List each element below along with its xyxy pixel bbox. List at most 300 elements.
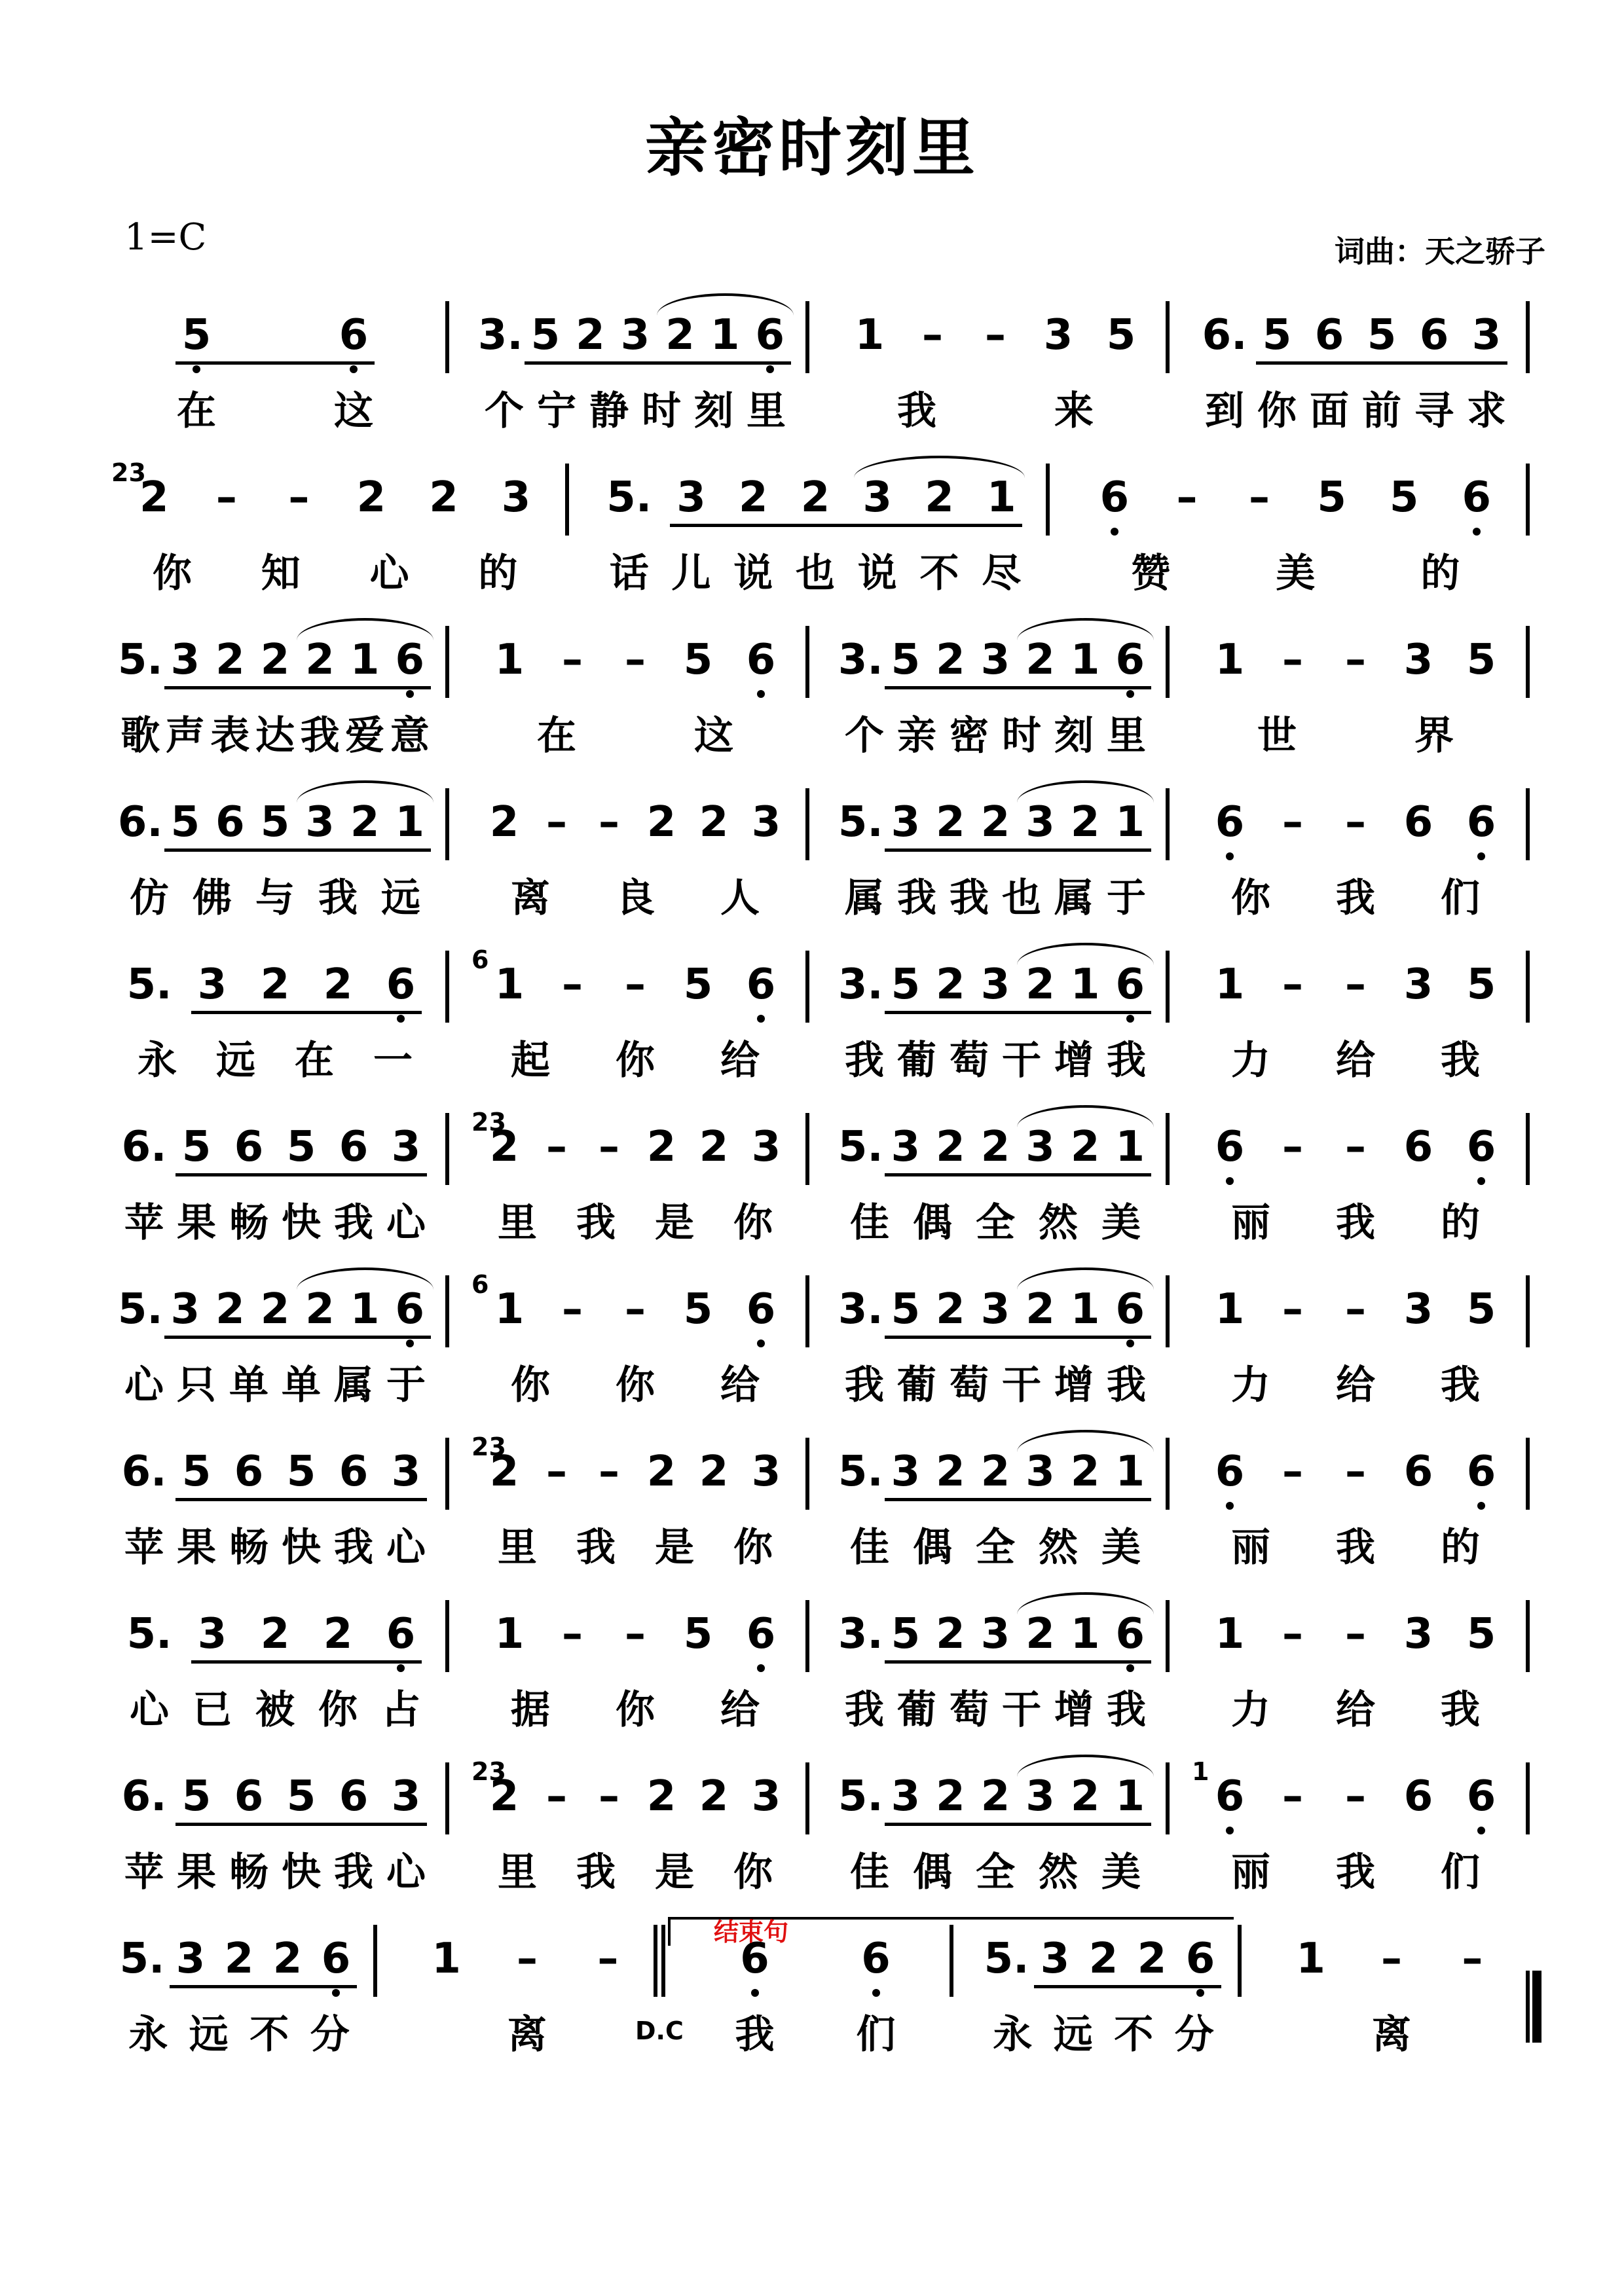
lyric-char: 给 [1336,1362,1375,1408]
octave-dot [1226,1827,1234,1834]
sustain-dash: – [1345,1610,1366,1658]
measure [1059,444,1539,608]
note: 2 [429,473,458,522]
beam-underline [1256,361,1507,365]
lyric-char: 离 [511,875,550,921]
lyric-char: 我 [845,1038,884,1084]
measure [98,1093,458,1257]
barline [1046,464,1050,536]
note: 2 [646,1772,676,1821]
note: 3 [1025,1448,1055,1496]
sustain-dash: – [1282,636,1303,684]
measure [98,769,458,932]
lyric-char: 果 [177,1525,216,1571]
lyric-char: 我 [950,875,989,921]
lyric-char: 然 [1039,1525,1078,1571]
measure [386,1905,674,2069]
slur [1017,1105,1154,1127]
note: 6 [1466,1772,1496,1821]
barline [445,951,449,1023]
lyric-char: 永 [138,1038,177,1084]
octave-dot [406,1339,414,1347]
beam-underline [885,1823,1151,1826]
octave-dot [397,1664,405,1672]
sustain-dash: – [1282,960,1303,1009]
lyric-char: 于 [386,1362,426,1408]
lyric-char: 果 [177,1200,216,1246]
lyric-char: 增 [1054,1038,1094,1084]
barline [1166,1113,1170,1185]
lyric-char: 这 [694,713,733,759]
sustain-dash: – [1345,798,1366,847]
note: 2 [260,1610,290,1658]
measure [458,1093,819,1257]
octave-dot [193,365,200,373]
beam-underline [885,1498,1151,1501]
octave-dot [1111,528,1118,536]
grace-note: 23 [111,458,146,487]
grace-note: 23 [471,1432,506,1461]
measure [1179,931,1539,1095]
score-system [0,931,1624,1095]
note: 3. [838,1285,883,1334]
beam-underline [164,848,431,852]
lyric-char: 我 [1107,1687,1146,1733]
barline [1166,626,1170,698]
note: 6 [1419,311,1449,359]
note: 1 [1215,636,1245,684]
lyric-char: 儿 [671,551,711,596]
note: 1 [1115,1448,1145,1496]
lyric-char: 属 [1054,875,1094,921]
barline [805,788,809,860]
lyric-char: 是 [655,1200,694,1246]
lyric-char: 远 [216,1038,255,1084]
lyric-char: 你 [616,1038,655,1084]
lyric-char: 你 [733,1200,773,1246]
measure [98,1256,458,1419]
measure [578,444,1058,608]
note: 5 [891,1610,921,1658]
slur [854,456,1025,478]
barline [445,1113,449,1185]
measure [1179,1580,1539,1744]
note: 1 [432,1935,461,1983]
note: 3 [980,960,1010,1009]
lyric-char: 里 [747,388,786,434]
note: 5 [1389,473,1419,522]
lyric-char: 单 [229,1362,268,1408]
measure [458,931,819,1095]
score-system [0,1580,1624,1744]
barline [1166,1600,1170,1672]
note: 6 [321,1935,351,1983]
note: 2 [1137,1935,1167,1983]
lyric-char: 来 [1054,388,1094,434]
note: 6 [339,1772,369,1821]
barline [805,1600,809,1672]
lyric-char: 的 [1441,1200,1480,1246]
note: 3 [1471,311,1502,359]
note: 3 [980,1285,1010,1334]
lyric-char: 我 [1336,1525,1375,1571]
barline [1526,1600,1530,1672]
lyric-char: 葡 [897,1687,936,1733]
note: 6 [1466,1448,1496,1496]
note: 1 [1215,960,1245,1009]
lyric-char: 我 [334,1200,373,1246]
lyric-char: 力 [1231,1362,1270,1408]
octave-dot [1126,1339,1134,1347]
sustain-dash: – [985,311,1006,359]
lyric-char: 声 [165,713,205,759]
lyric-char: 你 [1231,875,1270,921]
beam-underline [885,686,1151,689]
measure [1179,1418,1539,1582]
lyric-char: 干 [1002,1038,1041,1084]
barline [1166,951,1170,1023]
sustain-dash: – [562,636,583,684]
note: 2 [936,1448,965,1496]
barline [1166,1438,1170,1510]
measure [98,1418,458,1582]
lyric-char: 畅 [229,1850,268,1895]
lyric-char: 我 [300,713,340,759]
measure [819,769,1179,932]
note: 3 [751,1448,781,1496]
note: 5 [891,960,921,1009]
lyric-char: 在 [295,1038,334,1084]
sustain-dash: – [1282,1448,1303,1496]
lyric-char: 离 [507,2012,547,2058]
lyric-char: 永 [993,2012,1033,2058]
note: 3 [501,473,531,522]
beam-underline [885,848,1151,852]
lyric-char: 占 [381,1687,420,1733]
lyric-char: 我 [1336,875,1375,921]
lyric-char: 不 [249,2012,289,2058]
note: 3 [391,1772,421,1821]
sustain-dash: – [1282,798,1303,847]
beam-underline [164,1336,431,1339]
lyric-char: 我 [576,1525,616,1571]
lyric-char: 人 [720,875,760,921]
note: 3 [1043,311,1073,359]
note: 5 [181,1123,212,1171]
sustain-dash: – [1345,636,1366,684]
note: 2 [936,1610,965,1658]
note: 2 [980,1123,1010,1171]
lyric-char: 全 [976,1200,1015,1246]
note: 2 [936,636,965,684]
sustain-dash: – [546,798,567,847]
lyric-char: 全 [976,1525,1015,1571]
slur [1017,1755,1154,1777]
lyric-char: 我 [897,388,936,434]
sustain-dash: – [1381,1935,1402,1983]
note: 5 [1466,1285,1496,1334]
lyric-char: 我 [1336,1850,1375,1895]
lyric-char: 葡 [897,1038,936,1084]
note: 5 [286,1448,316,1496]
measure [1179,1093,1539,1257]
lyric-char: 说 [733,551,773,596]
octave-dot [350,365,358,373]
lyric-char: 离 [1372,2012,1411,2058]
lyric-char: 丽 [1231,1850,1270,1895]
barline [1526,1438,1530,1510]
note: 1 [710,311,740,359]
note: 6 [746,1285,776,1334]
barline [445,301,449,373]
beam-underline [885,1660,1151,1664]
note: 5 [891,636,921,684]
lyric-char: 表 [210,713,250,759]
lyric-char: 知 [261,551,301,596]
note: 5 [1466,960,1496,1009]
note: 6 [234,1448,264,1496]
note: 5 [286,1123,316,1171]
lyric-char: 亲 [897,713,936,759]
author-credit: 词曲：天之骄子 [1335,234,1545,269]
note: 1 [1070,960,1100,1009]
note: 2 [260,636,290,684]
note: 3 [891,1448,921,1496]
note: 5 [181,311,212,359]
octave-dot [757,1339,765,1347]
slur [657,293,794,316]
note: 3 [891,798,921,847]
lyric-char: 佳 [850,1850,889,1895]
lyric-char: 我 [1441,1362,1480,1408]
note: 1 [1115,1123,1145,1171]
lyric-char: 歌 [120,713,160,759]
lyric-char: 我 [576,1850,616,1895]
lyric-char: 赞 [1131,551,1171,596]
barline [1526,301,1530,373]
barline [805,626,809,698]
barline [1526,626,1530,698]
note: 2 [699,1448,729,1496]
lyric-char: 里 [498,1525,537,1571]
lyric-char: 你 [511,1362,550,1408]
octave-dot [1126,1015,1134,1023]
note: 1 [1115,798,1145,847]
note: 6 [339,311,369,359]
lyric-char: 佳 [850,1200,889,1246]
lyric-char: 给 [720,1687,760,1733]
grace-note: 23 [471,1757,506,1786]
sustain-dash: – [1462,1935,1483,1983]
lyric-char: 里 [498,1850,537,1895]
octave-dot [1473,528,1481,536]
note: 3 [197,1610,227,1658]
note: 2 [1070,1448,1100,1496]
measure [458,769,819,932]
note: 3 [891,1772,921,1821]
note: 5 [683,1285,713,1334]
note: 3. [838,1610,883,1658]
sustain-dash: – [562,1610,583,1658]
measure [458,1256,819,1419]
note: 3 [862,473,893,522]
slur [1017,1430,1154,1452]
note: 3 [751,798,781,847]
lyric-char: 畅 [229,1200,268,1246]
lyric-char: 刻 [694,388,733,434]
barline [445,1762,449,1834]
grace-note: 23 [471,1108,506,1137]
lyric-char: 们 [1441,875,1480,921]
final-barline [1526,1971,1541,2043]
lyric-char: 给 [720,1038,760,1084]
note: 1 [1070,1285,1100,1334]
lyric-char: 我 [1107,1038,1146,1084]
lyric-char: 我 [845,1362,884,1408]
note: 6 [1403,1448,1433,1496]
note: 2 [1088,1935,1118,1983]
beam-underline [170,1985,357,1988]
barline [661,1925,665,1997]
beam-underline [885,1173,1151,1176]
lyric-char: 分 [310,2012,350,2058]
sustain-dash: – [1345,1285,1366,1334]
note: 2 [323,960,353,1009]
note: 6 [1115,1610,1145,1658]
note: 5 [683,960,713,1009]
sustain-dash: – [599,1772,619,1821]
lyric-char: 在 [537,713,576,759]
note: 1 [494,1285,525,1334]
measure [1179,1743,1539,1906]
note: 6 [746,960,776,1009]
note: 3 [1025,1123,1055,1171]
lyric-char: 求 [1467,388,1506,434]
note: 2 [1070,798,1100,847]
measure [1179,282,1539,445]
score-system [0,1256,1624,1419]
note: 2 [980,1448,1010,1496]
barline [1166,301,1170,373]
beam-underline [175,361,375,365]
barline [1526,788,1530,860]
lyric-char: 个 [845,713,884,759]
note: 5 [530,311,561,359]
note: 6 [1403,1772,1433,1821]
lyric-char: 界 [1414,713,1454,759]
barline [805,301,809,373]
note: 3 [891,1123,921,1171]
measure [819,1743,1179,1906]
lyric-char: 属 [334,1362,373,1408]
lyric-char: 干 [1002,1362,1041,1408]
note: 6 [1215,1772,1245,1821]
note: 5 [683,1610,713,1658]
lyric-char: 被 [255,1687,295,1733]
note: 2 [925,473,954,522]
sustain-dash: – [517,1935,538,1983]
lyric-char: 美 [1101,1200,1141,1246]
note: 3 [1403,960,1433,1009]
note: 2 [272,1935,303,1983]
lyric-char: 在 [177,388,216,434]
note: 2 [936,1285,965,1334]
note: 2 [1025,1610,1055,1658]
lyric-char: 干 [1002,1687,1041,1733]
note: 3 [751,1123,781,1171]
note: 2 [936,1772,965,1821]
lyric-char: 属 [845,875,884,921]
sustain-dash: – [1345,1772,1366,1821]
note: 6. [121,1772,167,1821]
barline [805,1113,809,1185]
sustain-dash: – [625,636,646,684]
beam-underline [175,1498,427,1501]
lyric-char: 你 [733,1850,773,1895]
lyric-char: 不 [919,551,959,596]
note: 5 [1106,311,1136,359]
lyric-char: 苹 [124,1850,164,1895]
beam-underline [670,524,1022,527]
note: 2 [305,636,335,684]
note: 5. [126,1610,172,1658]
sustain-dash: – [922,311,943,359]
score-system [0,1743,1624,1906]
note: 3 [175,1935,206,1983]
double-barline [654,1925,657,1997]
measure [458,1418,819,1582]
note: 3 [170,1285,200,1334]
barline [805,951,809,1023]
note: 5. [606,473,652,522]
lyric-char: 心 [124,1362,164,1408]
sustain-dash: – [625,1610,646,1658]
note: 6 [1314,311,1344,359]
lyric-char: 你 [616,1687,655,1733]
note: 2 [323,1610,353,1658]
lyric-char: 永 [128,2012,168,2058]
sustain-dash: – [1282,1285,1303,1334]
note: 5 [1317,473,1346,522]
note: 2 [215,1285,245,1334]
note: 2 [646,1123,676,1171]
note: 6 [1403,798,1433,847]
measure [98,1580,458,1744]
lyric-char: 心 [386,1850,426,1895]
barline [805,1275,809,1347]
lyric-char: 偶 [913,1200,952,1246]
lyric-char: 的 [1441,1525,1480,1571]
note: 2 [260,960,290,1009]
note: 1 [494,1610,525,1658]
note: 6 [740,1935,769,1983]
lyric-char: 我 [1107,1362,1146,1408]
measure [819,1418,1179,1582]
note: 6 [1115,1285,1145,1334]
lyric-char: 仿 [130,875,169,921]
lyric-char: 我 [576,1200,616,1246]
lyric-char: 我 [1441,1687,1480,1733]
lyric-char: 力 [1231,1038,1270,1084]
barline [1238,1925,1242,1997]
lyric-char: 已 [193,1687,232,1733]
note: 3 [1403,636,1433,684]
octave-dot [397,1015,405,1023]
lyric-char: 丽 [1231,1525,1270,1571]
note: 6 [395,636,424,684]
note: 3 [1025,798,1055,847]
measure [819,1093,1179,1257]
